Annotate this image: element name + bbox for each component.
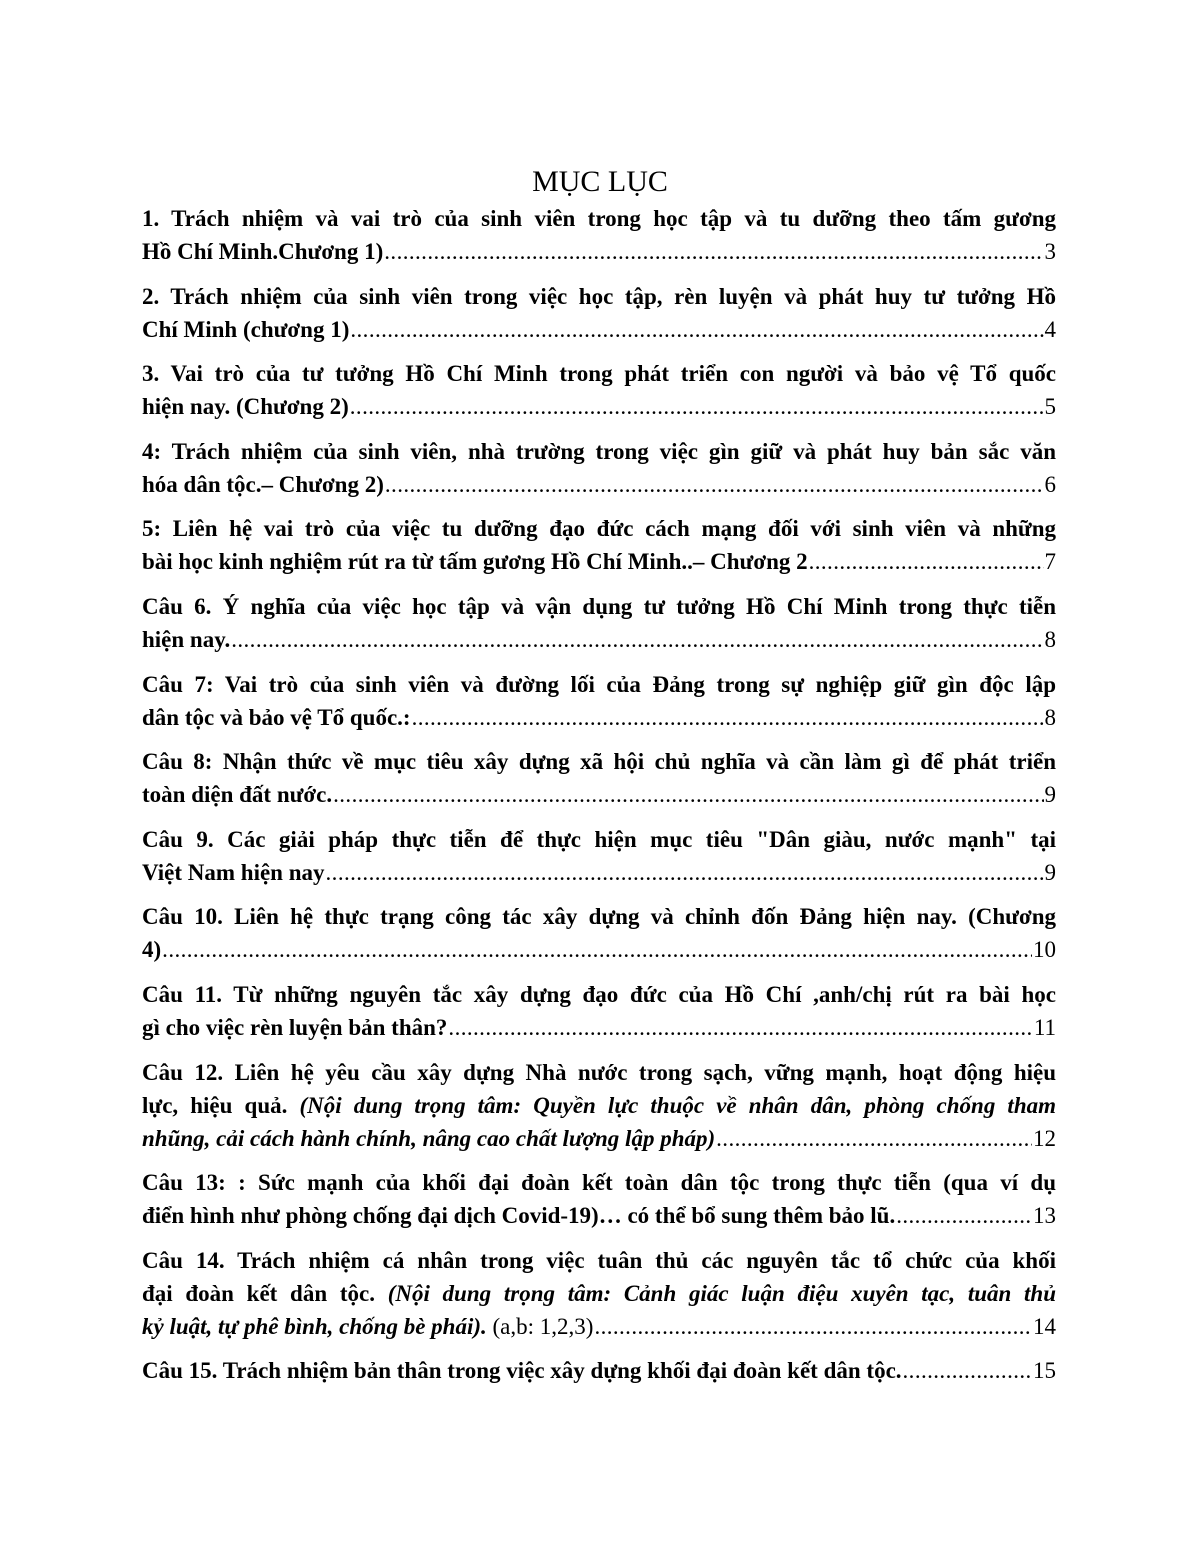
toc-entry-9[interactable] <box>142 823 1056 889</box>
toc-entry-15[interactable] <box>142 1354 1056 1387</box>
dot-leader <box>716 1122 1032 1155</box>
dot-leader <box>231 623 1043 656</box>
toc-entry-text: hiện nay. <box>142 626 231 652</box>
toc-page-number: 8 <box>1044 704 1056 730</box>
toc-page-number: 4 <box>1044 316 1056 342</box>
toc-entry-text: 3. Vai trò của tư tưởng Hồ Chí Minh trong phát triển con người và bảo vệ Tổ quốc <box>142 361 1056 387</box>
toc-entry-text: dân tộc và bảo vệ Tổ quốc.: <box>142 704 411 730</box>
toc-page-number: 13 <box>1033 1203 1056 1229</box>
dot-leader <box>333 778 1043 811</box>
dot-leader <box>448 1011 1032 1044</box>
toc-entry-text: lực, hiệu quả. <box>142 1092 300 1118</box>
dot-leader <box>350 390 1044 423</box>
toc-page-number: 15 <box>1033 1358 1056 1384</box>
toc-entry-5[interactable] <box>142 512 1056 578</box>
toc-page-number: 7 <box>1044 549 1056 575</box>
toc-entry-text: Câu 8: Nhận thức về mục tiêu xây dựng xã hội chủ nghĩa và cần làm gì để phát triển <box>142 749 1056 775</box>
toc-entry-text: Câu 15. Trách nhiệm bản thân trong việc xây dựng khối đại đoàn kết dân tộc. <box>142 1358 902 1384</box>
dot-leader <box>903 1354 1032 1387</box>
toc-entry-text: bài học kinh nghiệm rút ra từ tấm gương Hồ Chí Minh..– Chương 2 <box>142 549 808 575</box>
toc-entry-text: Câu 14. Trách nhiệm cá nhân trong việc tuân thủ các nguyên tắc tổ chức của khối <box>142 1247 1056 1273</box>
toc-entry-12[interactable] <box>142 1056 1056 1155</box>
dot-leader <box>809 545 1044 578</box>
toc-entry-text: 4) <box>142 937 162 963</box>
dot-leader <box>326 856 1044 889</box>
toc-entry-1[interactable] <box>142 202 1056 268</box>
toc-entry-text: 4: Trách nhiệm của sinh viên, nhà trường trong việc gìn giữ và phát huy bản sắc văn <box>142 438 1056 464</box>
toc-entry-text: Câu 6. Ý nghĩa của việc học tập và vận dụng tư tưởng Hồ Chí Minh trong thực tiễn <box>142 593 1056 619</box>
toc-entry-text: Câu 12. Liên hệ yêu cầu xây dựng Nhà nước trong sạch, vững mạnh, hoạt động hiệu <box>142 1059 1056 1085</box>
toc-page-number: 14 <box>1033 1313 1056 1339</box>
toc-page-number: 9 <box>1044 782 1056 808</box>
toc-entry-text: hiện nay. (Chương 2) <box>142 394 349 420</box>
toc-entry-text: Chí Minh (chương 1) <box>142 316 350 342</box>
toc-entry-8[interactable] <box>142 745 1056 811</box>
toc-entry-text: Câu 13: : Sức mạnh của khối đại đoàn kết toàn dân tộc trong thực tiễn (qua ví dụ <box>142 1170 1056 1196</box>
toc-entry-text: Việt Nam hiện nay <box>142 859 325 885</box>
toc-entry-text: Câu 7: Vai trò của sinh viên và đường lối của Đảng trong sự nghiệp giữ gìn độc lập <box>142 671 1056 697</box>
dot-leader <box>412 701 1044 734</box>
toc-page-number: 6 <box>1044 471 1056 497</box>
toc-page-number: 3 <box>1044 239 1056 264</box>
toc-entry-text: 5: Liên hệ vai trò của việc tu dưỡng đạo đức cách mạng đối với sinh viên và những <box>142 516 1056 542</box>
toc-entry-text: 2. Trách nhiệm của sinh viên trong việc học tập, rèn luyện và phát huy tư tưởng Hồ <box>142 283 1056 309</box>
toc-entry-11[interactable] <box>142 978 1056 1044</box>
toc-entry-emphasis: nhũng, cải cách hành chính, nâng cao chất lượng lập pháp) <box>142 1125 716 1151</box>
dot-leader <box>385 468 1044 501</box>
toc-entry-text: Câu 11. Từ những nguyên tắc xây dựng đạo đức của Hồ Chí ,anh/chị rút ra bài học <box>142 981 1056 1007</box>
toc-entry-6[interactable] <box>142 590 1056 656</box>
toc-entry-7[interactable] <box>142 668 1056 734</box>
dot-leader <box>594 1310 1032 1343</box>
toc-page-number: 5 <box>1044 394 1056 420</box>
toc-entry-text: toàn diện đất nước. <box>142 782 333 808</box>
toc-page-number: 10 <box>1033 937 1056 963</box>
toc-entry-text: (a,b: 1,2,3) <box>486 1313 594 1339</box>
toc-entry-text: Câu 10. Liên hệ thực trạng công tác xây dựng và chỉnh đốn Đảng hiện nay. (Chương <box>142 904 1056 930</box>
toc-page-number: 11 <box>1033 1014 1056 1040</box>
toc-entry-13[interactable] <box>142 1166 1056 1232</box>
toc-entry-10[interactable] <box>142 900 1056 966</box>
toc-entry-text: Hồ Chí Minh.Chương 1) <box>142 239 384 264</box>
toc-page-number: 8 <box>1044 626 1056 652</box>
table-of-contents <box>142 202 1056 1399</box>
dot-leader <box>896 1199 1032 1232</box>
toc-entry-text: gì cho việc rèn luyện bản thân? <box>142 1014 448 1040</box>
toc-entry-text: điển hình như phòng chống đại dịch Covid-19)… có thể bổ sung thêm bảo lũ. <box>142 1203 896 1229</box>
toc-page-number: 12 <box>1033 1125 1056 1151</box>
toc-entry-text: Câu 9. Các giải pháp thực tiễn để thực hiện mục tiêu "Dân giàu, nước mạnh" tại <box>142 826 1056 852</box>
toc-entry-emphasis: (Nội dung trọng tâm: Quyền lực thuộc về nhân dân, phòng chống tham <box>299 1092 1056 1118</box>
toc-entry-text: đại đoàn kết dân tộc. <box>142 1280 388 1306</box>
toc-entry-3[interactable] <box>142 357 1056 423</box>
toc-entry-2[interactable] <box>142 280 1056 346</box>
dot-leader <box>350 313 1043 346</box>
toc-entry-emphasis: kỷ luật, tự phê bình, chống bè phái). <box>142 1313 487 1339</box>
dot-leader <box>384 235 1043 268</box>
toc-entry-4[interactable] <box>142 435 1056 501</box>
toc-entry-text: hóa dân tộc.– Chương 2) <box>142 471 384 497</box>
toc-entry-emphasis: (Nội dung trọng tâm: Cảnh giác luận điệu xuyên tạc, tuân thủ <box>387 1280 1056 1306</box>
toc-title: MỤC LỤC <box>532 165 668 198</box>
toc-page-number: 9 <box>1044 859 1056 885</box>
dot-leader <box>162 933 1032 966</box>
toc-entry-text: 1. Trách nhiệm và vai trò của sinh viên trong học tập và tu dưỡng theo tấm gương <box>142 206 1056 231</box>
toc-entry-14[interactable] <box>142 1244 1056 1343</box>
